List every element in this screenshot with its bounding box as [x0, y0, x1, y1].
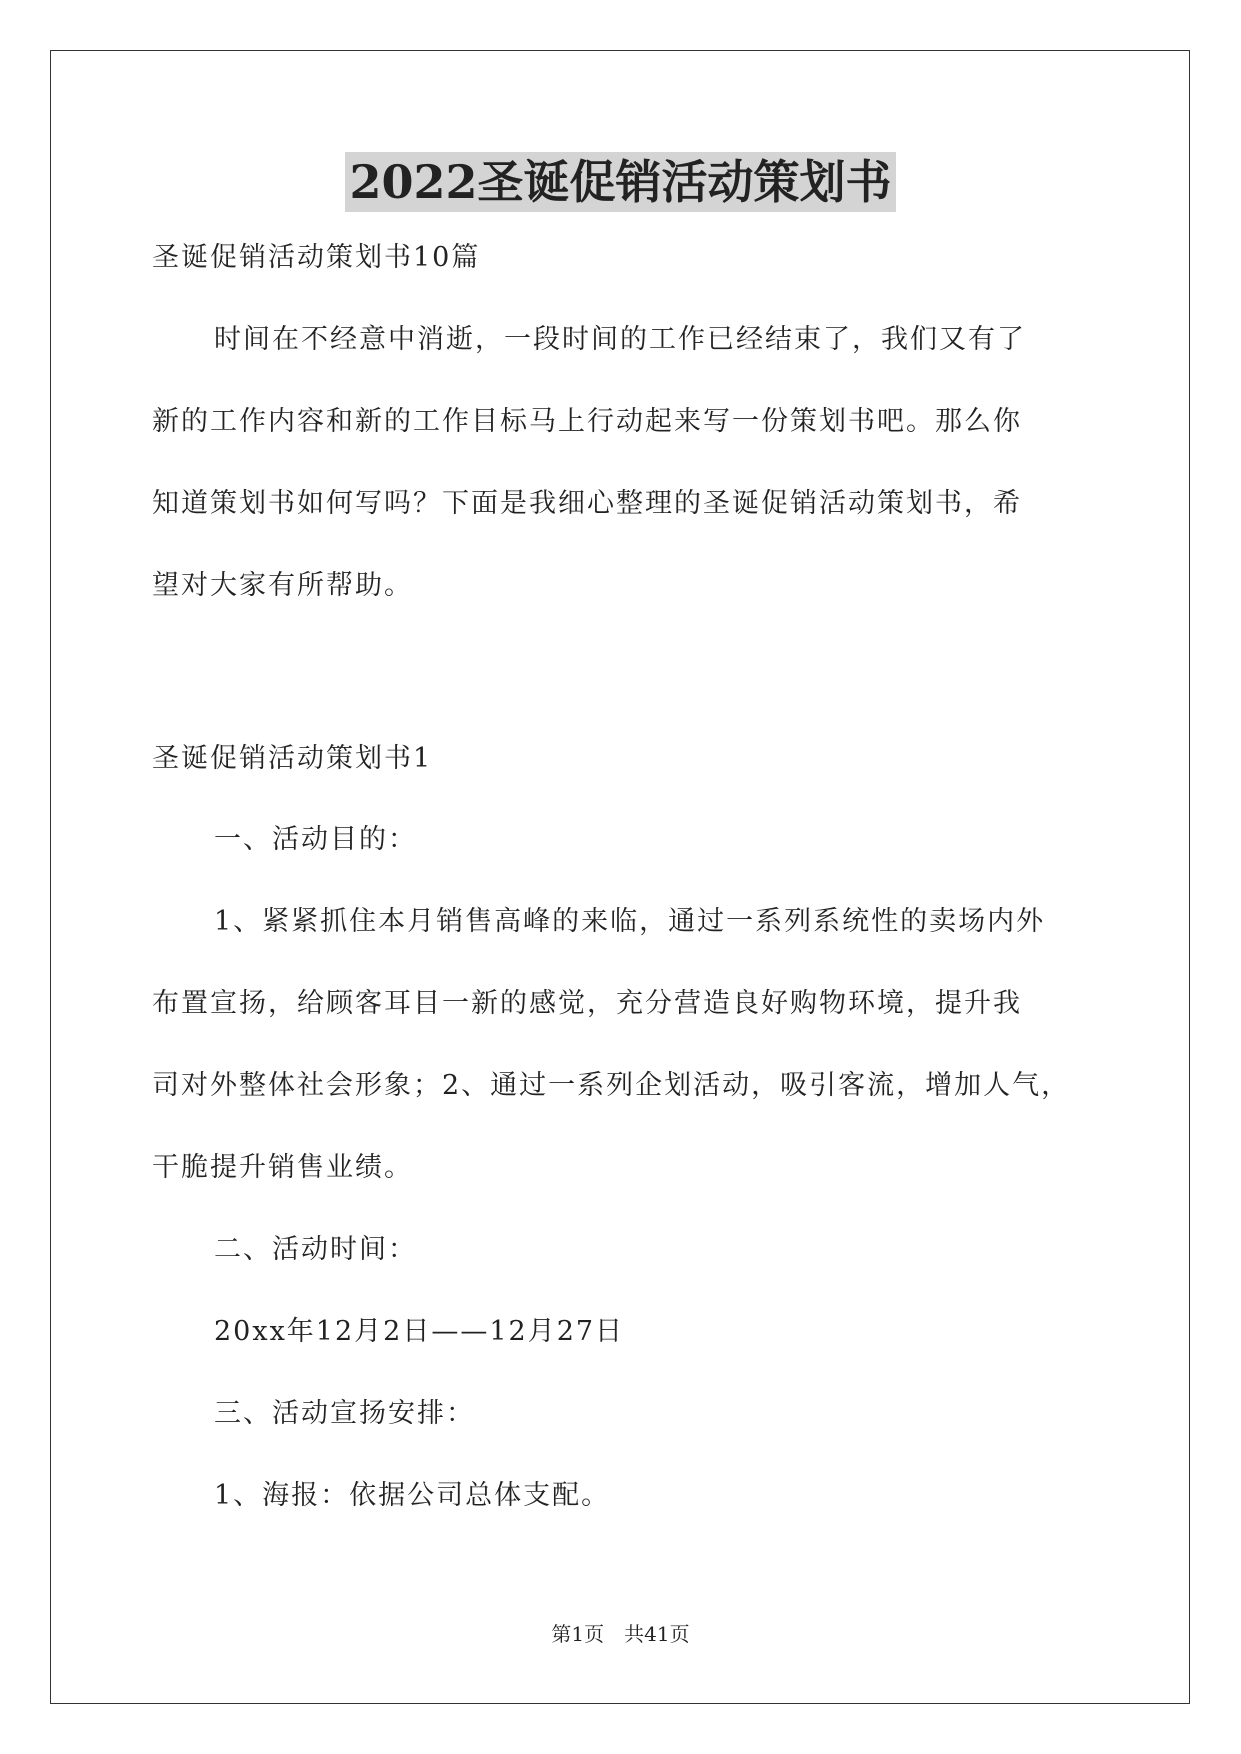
- intro-line-2: 新的工作内容和新的工作目标马上行动起来写一份策划书吧。那么你: [152, 406, 1022, 437]
- page-border: [50, 50, 1190, 1704]
- section-heading: 圣诞促销活动策划书1: [152, 743, 433, 774]
- purpose-line-1: 1、紧紧抓住本月销售高峰的来临，通过一系列系统性的卖场内外: [214, 906, 1046, 937]
- heading-purpose: 一、活动目的：: [214, 824, 417, 855]
- document-title: 2022圣诞促销活动策划书: [345, 152, 895, 212]
- purpose-line-2: 布置宣扬，给顾客耳目一新的感觉，充分营造良好购物环境，提升我: [152, 988, 1022, 1019]
- intro-line-4: 望对大家有所帮助。: [152, 570, 413, 601]
- doc-subtitle: 圣诞促销活动策划书10篇: [152, 242, 481, 273]
- intro-line-3: 知道策划书如何写吗？下面是我细心整理的圣诞促销活动策划书，希: [152, 488, 1022, 519]
- heading-time: 二、活动时间：: [214, 1234, 417, 1265]
- page-footer: 第1页 共41页: [551, 1622, 690, 1646]
- title-container: [0, 152, 1241, 212]
- intro-line-1: 时间在不经意中消逝，一段时间的工作已经结束了，我们又有了: [214, 324, 1026, 355]
- time-range: 20xx年12月2日——12月27日: [214, 1316, 625, 1347]
- promotion-item-1: 1、海报：依据公司总体支配。: [214, 1480, 611, 1511]
- purpose-line-3: 司对外整体社会形象；2、通过一系列企划活动，吸引客流，增加人气，: [152, 1070, 1071, 1101]
- heading-promotion: 三、活动宣扬安排：: [214, 1398, 475, 1429]
- purpose-line-4: 干脆提升销售业绩。: [152, 1152, 413, 1183]
